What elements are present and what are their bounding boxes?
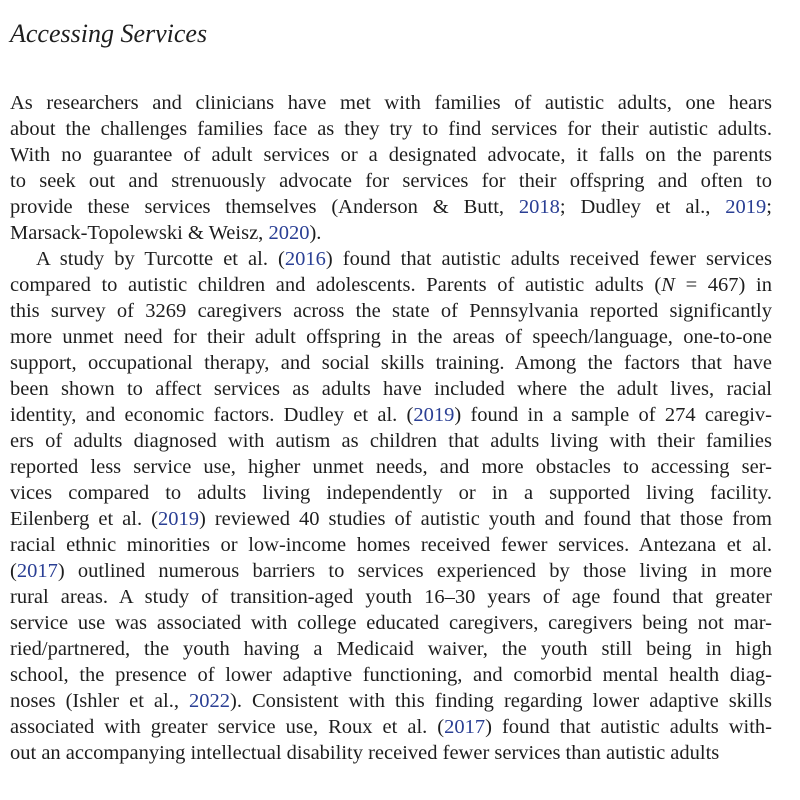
citation-link[interactable]: 2022 bbox=[189, 690, 231, 712]
text-line bbox=[10, 194, 772, 220]
text-run: ers of adults diagnosed with autism as children that adults living with their families bbox=[10, 430, 772, 452]
text-run: ; Dudley et al., bbox=[559, 196, 726, 218]
text-run: ) outlined numerous barriers to services experienced by those living in more bbox=[57, 560, 772, 582]
text-run: this survey of 3269 caregivers across the state of Pennsylvania reported significantly bbox=[10, 300, 772, 322]
text-line bbox=[10, 90, 772, 116]
text-line bbox=[10, 636, 772, 662]
section-heading: Accessing Services bbox=[10, 19, 208, 48]
text-line bbox=[10, 506, 772, 532]
text-run: out an accompanying intellectual disability received fewer services than autistic adults bbox=[10, 742, 720, 764]
text-line bbox=[10, 480, 772, 506]
citation-link[interactable]: 2018 bbox=[518, 196, 560, 218]
text-run: noses (Ishler et al., bbox=[10, 690, 190, 712]
text-run: to seek out and strenuously advocate for services for their offspring and often to bbox=[10, 170, 772, 192]
text-run: rural areas. A study of transition-aged youth 16–30 years of age found that greater bbox=[10, 586, 772, 608]
text-run: Marsack-Topolewski & Weisz, bbox=[10, 222, 269, 244]
text-line bbox=[10, 298, 772, 324]
text-line bbox=[10, 662, 772, 688]
citation-link[interactable]: 2019 bbox=[725, 196, 767, 218]
citation-link[interactable]: 2016 bbox=[284, 248, 326, 270]
text-run: ( bbox=[10, 560, 17, 582]
text-run: = 467) in bbox=[674, 274, 772, 296]
text-run: reported less service use, higher unmet needs, and more obstacles to accessing ser- bbox=[10, 456, 772, 478]
text-run: racial ethnic minorities or low-income homes received fewer services. Antezana et al. bbox=[10, 534, 772, 556]
text-run: ). bbox=[309, 222, 322, 244]
text-run: about the challenges families face as they try to find services for their autistic adults. bbox=[10, 118, 772, 140]
text-line bbox=[10, 376, 772, 402]
text-line bbox=[10, 558, 772, 584]
text-run: associated with greater service use, Roux et al. ( bbox=[10, 716, 445, 738]
citation-link[interactable]: 2020 bbox=[268, 222, 310, 244]
text-run: provide these services themselves (Anderson & Butt, bbox=[10, 196, 519, 218]
text-run: more unmet need for their adult offspring in the areas of speech/language, one-to-one bbox=[10, 326, 772, 348]
text-line bbox=[10, 402, 772, 428]
text-line bbox=[10, 272, 772, 298]
text-run: A study by Turcotte et al. ( bbox=[36, 248, 285, 270]
text-line bbox=[10, 220, 772, 246]
text-line bbox=[10, 532, 772, 558]
text-line bbox=[10, 688, 772, 714]
text-line bbox=[10, 740, 772, 766]
text-line bbox=[10, 584, 772, 610]
text-run: ) reviewed 40 studies of autistic youth and found that those from bbox=[198, 508, 772, 530]
text-run: ) found that autistic adults with- bbox=[485, 716, 772, 738]
text-line bbox=[10, 324, 772, 350]
text-line bbox=[10, 246, 772, 272]
text-run: With no guarantee of adult services or a designated advocate, it falls on the parents bbox=[10, 144, 772, 166]
text-run: As researchers and clinicians have met with families of autistic adults, one hears bbox=[10, 92, 772, 114]
text-run: ). Consistent with this finding regarding lower adaptive skills bbox=[230, 690, 772, 712]
text-run: compared to autistic children and adolescents. Parents of autistic adults ( bbox=[10, 274, 662, 296]
citation-link[interactable]: 2017 bbox=[16, 560, 58, 582]
italic-text: N bbox=[661, 274, 675, 296]
text-run: been shown to affect services as adults have included where the adult lives, racial bbox=[10, 378, 772, 400]
text-line bbox=[10, 454, 772, 480]
text-line bbox=[10, 116, 772, 142]
text-line bbox=[10, 428, 772, 454]
text-line bbox=[10, 168, 772, 194]
text-run: ; bbox=[766, 196, 772, 218]
text-line bbox=[10, 350, 772, 376]
text-line bbox=[10, 142, 772, 168]
citation-link[interactable]: 2019 bbox=[413, 404, 455, 426]
text-line bbox=[10, 610, 772, 636]
text-run: ) found that autistic adults received fewer services bbox=[325, 248, 772, 270]
citation-link[interactable]: 2019 bbox=[157, 508, 199, 530]
text-run: Eilenberg et al. ( bbox=[10, 508, 158, 530]
text-run: school, the presence of lower adaptive functioning, and comorbid mental health diag- bbox=[10, 664, 772, 686]
text-run: ried/partnered, the youth having a Medicaid waiver, the youth still being in high bbox=[10, 638, 772, 660]
text-line bbox=[10, 714, 772, 740]
text-run: support, occupational therapy, and social skills training. Among the factors that have bbox=[10, 352, 772, 374]
text-run: vices compared to adults living independently or in a supported living facility. bbox=[10, 482, 772, 504]
text-run: identity, and economic factors. Dudley et al. ( bbox=[10, 404, 414, 426]
citation-link[interactable]: 2017 bbox=[444, 716, 486, 738]
text-run: ) found in a sample of 274 caregiv- bbox=[454, 404, 772, 426]
text-run: service use was associated with college educated caregivers, caregivers being not mar- bbox=[10, 612, 772, 634]
